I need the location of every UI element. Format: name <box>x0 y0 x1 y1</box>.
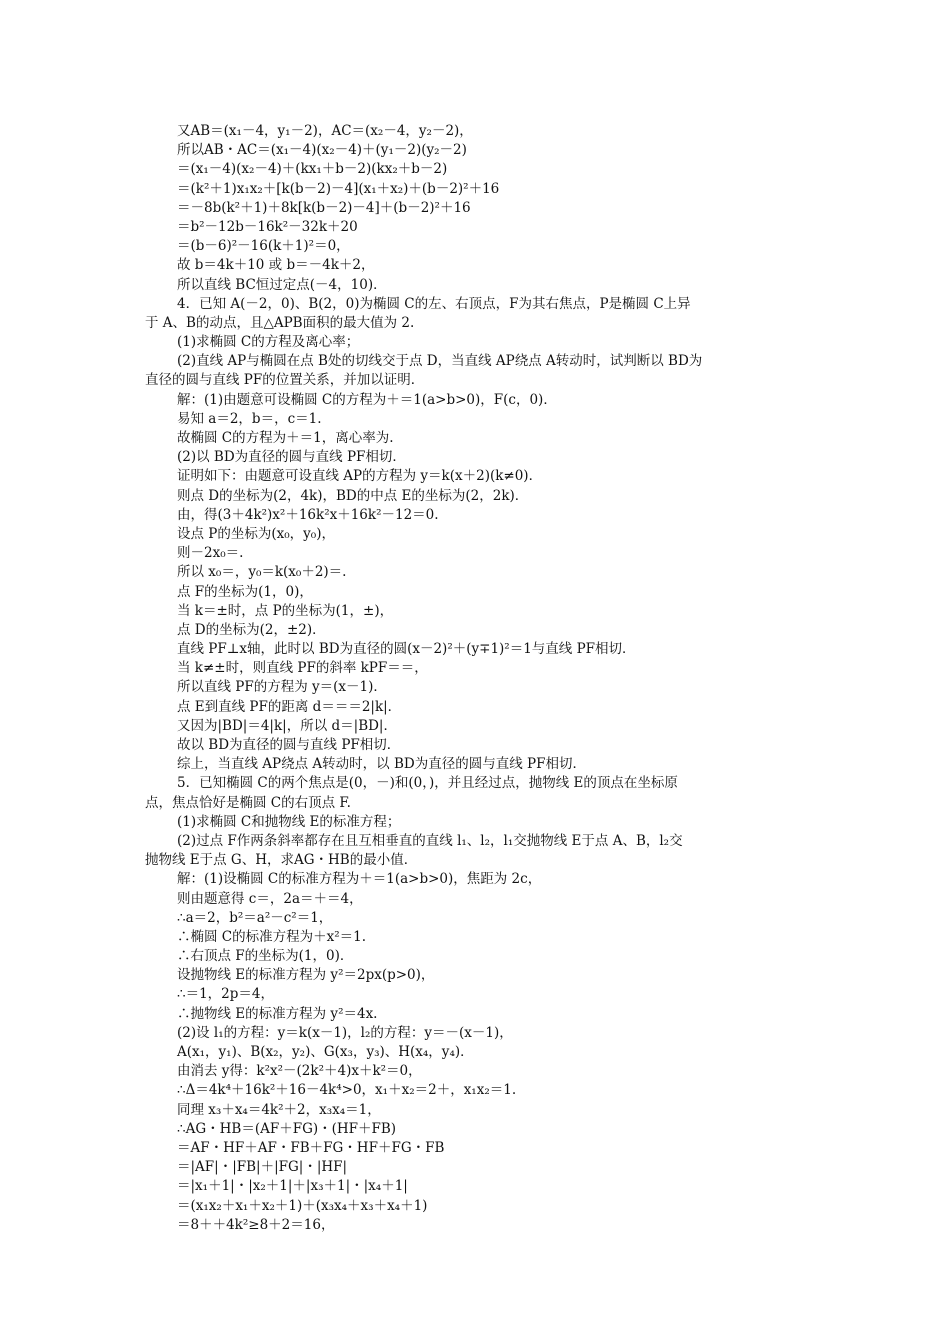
text-line: 所以直线 BC恒过定点(－4，10)． <box>177 276 387 293</box>
text-line: 点 F的坐标为(1，0)， <box>177 583 313 600</box>
text-line: (2)过点 F作两条斜率都存在且互相垂直的直线 l₁、l₂，l₁交抛物线 E于点 A、B，l₂交 <box>177 832 683 849</box>
text-line: 故椭圆 C的方程为＋＝1，离心率为. <box>177 430 394 446</box>
text-line: 所以 x₀＝，y₀＝k(x₀＋2)＝. <box>177 564 347 581</box>
text-line: 综上，当直线 AP绕点 A转动时，以 BD为直径的圆与直线 PF相切． <box>177 756 586 773</box>
text-line: ∴a＝2，b²＝a²－c²＝1， <box>177 909 333 926</box>
text-line: 设点 P的坐标为(x₀，y₀)， <box>177 525 335 542</box>
text-line: ＝(x₁－4)(x₂－4)＋(kx₁＋b－2)(kx₂＋b－2) <box>177 161 448 178</box>
text-line: ＝|AF|・|FB|＋|FG|・|HF| <box>177 1159 348 1176</box>
text-line: ＝(b－6)²－16(k＋1)²＝0， <box>177 238 350 255</box>
text-line: 解：(1)设椭圆 C的标准方程为＋＝1(a>b>0)，焦距为 2c， <box>177 871 542 888</box>
text-line: 故以 BD为直径的圆与直线 PF相切． <box>177 737 401 753</box>
text-line: ∴抛物线 E的标准方程为 y²＝4x. <box>177 1005 378 1022</box>
text-line: 易知 a＝2，b＝，c＝1. <box>177 410 322 427</box>
text-line: ∴＝1，2p＝4， <box>177 986 274 1003</box>
text-line: (1)求椭圆 C的方程及离心率； <box>177 334 360 351</box>
text-line: 直线 PF⊥x轴，此时以 BD为直径的圆(x－2)²＋(y∓1)²＝1与直线 PF相切． <box>177 641 636 658</box>
text-line: ∴右顶点 F的坐标为(1，0)． <box>177 948 354 965</box>
text-line: ＝|x₁＋1|・|x₂＋1|＋|x₃＋1|・|x₄＋1| <box>177 1178 408 1195</box>
text-line: 所以直线 PF的方程为 y＝(x－1)． <box>177 679 387 696</box>
text-line: ＝8＋＋4k²≥8＋2＝16， <box>177 1216 335 1233</box>
text-line: ＝b²－12b－16k²－32k＋20 <box>177 218 358 235</box>
text-line: 故 b＝4k＋10 或 b＝－4k＋2， <box>177 257 375 274</box>
text-line: 解：(1)由题意可设椭圆 C的方程为＋＝1(a>b>0)，F(c，0)． <box>177 391 557 408</box>
text-line: 5．已知椭圆 C的两个焦点是(0，－)和(0，)，并且经过点，抛物线 E的顶点在坐标原 <box>177 775 678 792</box>
text-line: 直径的圆与直线 PF的位置关系，并加以证明． <box>145 372 425 389</box>
text-line: ∴椭圆 C的标准方程为＋x²＝1. <box>177 928 367 945</box>
text-line: 则－2x₀＝. <box>177 545 244 562</box>
document-body <box>145 122 810 1235</box>
text-line: A(x₁，y₁)、B(x₂，y₂)、G(x₃，y₃)、H(x₄，y₄)． <box>177 1044 474 1060</box>
text-line: ＝－8b(k²＋1)＋8k[k(b－2)－4]＋(b－2)²＋16 <box>177 199 471 216</box>
text-line: (2)设 l₁的方程：y＝k(x－1)，l₂的方程：y＝－(x－1)， <box>177 1024 513 1041</box>
text-line: 所以AB・AC＝(x₁－4)(x₂－4)＋(y₁－2)(y₂－2) <box>177 142 467 159</box>
text-line: 点 D的坐标为(2，±2)． <box>177 621 326 638</box>
text-line: ＝AF・HF＋AF・FB＋FG・HF＋FG・FB <box>177 1139 445 1156</box>
text-line: 由消去 y得：k²x²－(2k²＋4)x＋k²＝0， <box>177 1063 422 1080</box>
text-line: 当 k≠±时，则直线 PF的斜率 kPF＝＝， <box>177 660 428 677</box>
text-line: 当 k＝±时，点 P的坐标为(1，±)， <box>177 602 394 619</box>
text-line: ＝(x₁x₂＋x₁＋x₂＋1)＋(x₃x₄＋x₃＋x₄＋1) <box>177 1197 428 1214</box>
text-line: 4．已知 A(－2，0)、B(2，0)为椭圆 C的左、右顶点，F为其右焦点，P是椭圆 C上异 <box>177 295 691 312</box>
text-line: 同理 x₃＋x₄＝4k²＋2，x₃x₄＝1， <box>177 1101 381 1118</box>
text-line: 抛物线 E于点 G、H，求AG・HB的最小值． <box>145 852 418 869</box>
text-line: 又AB＝(x₁－4，y₁－2)，AC＝(x₂－4，y₂－2)， <box>177 123 473 139</box>
text-line: 由，得(3＋4k²)x²＋16k²x＋16k²－12＝0. <box>177 506 439 523</box>
text-line: (1)求椭圆 C和抛物线 E的标准方程； <box>177 813 401 830</box>
text-line: ∴Δ＝4k⁴＋16k²＋16－4k⁴>0，x₁＋x₂＝2＋，x₁x₂＝1. <box>177 1082 517 1099</box>
text-line: 则点 D的坐标为(2，4k)，BD的中点 E的坐标为(2，2k)． <box>177 487 529 504</box>
text-line: 于 A、B的动点，且△APB面积的最大值为 2. <box>145 314 415 331</box>
text-line: (2)直线 AP与椭圆在点 B处的切线交于点 D，当直线 AP绕点 A转动时，试判断以 BD为 <box>177 353 703 370</box>
text-line: 设抛物线 E的标准方程为 y²＝2px(p>0)， <box>177 967 435 984</box>
text-line: 证明如下：由题意可设直线 AP的方程为 y＝k(x＋2)(k≠0)． <box>177 468 543 485</box>
text-line: 点，焦点恰好是椭圆 C的右顶点 F. <box>145 794 351 811</box>
text-line: (2)以 BD为直径的圆与直线 PF相切． <box>177 449 406 466</box>
text-line: 点 E到直线 PF的距离 d＝＝＝2|k|． <box>177 698 402 715</box>
text-line: ＝(k²＋1)x₁x₂＋[k(b－2)－4](x₁＋x₂)＋(b－2)²＋16 <box>177 180 500 197</box>
text-line: ∴AG・HB＝(AF＋FG)・(HF＋FB) <box>177 1120 397 1137</box>
text-line: 则由题意得 c＝，2a＝＋＝4， <box>177 890 363 907</box>
text-line: 又因为|BD|＝4|k|，所以 d＝|BD|． <box>177 717 397 734</box>
